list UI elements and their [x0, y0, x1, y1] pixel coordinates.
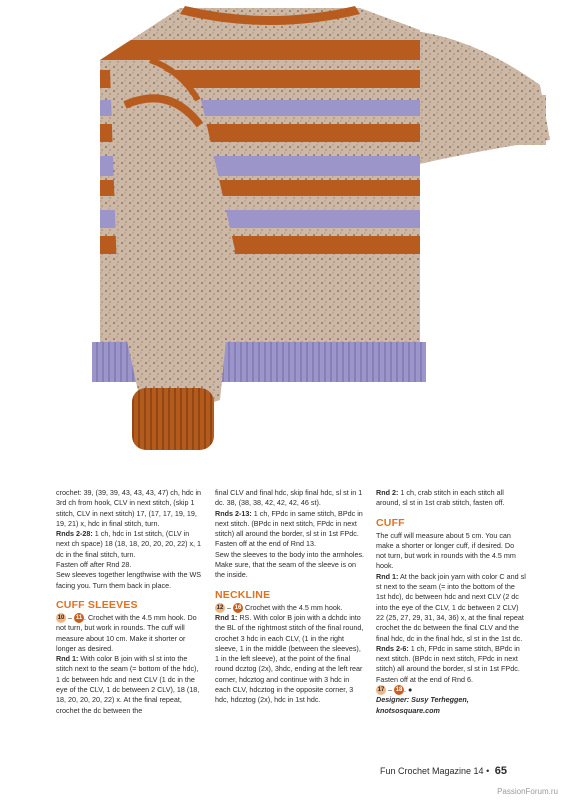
section-heading-cuff: CUFF: [376, 516, 405, 529]
section-heading-neckline: NECKLINE: [215, 588, 271, 601]
paragraph: [56, 529, 204, 560]
round-text: With color B join with sl st into the stitch next to the seam (= bottom of the hdc), 1 dc between hdc and next CLV (1 dc in the eye of the CLV, 1 dc between 2 CLV), 18 (18, 18, 20, 20, 20, 22) x. At the final repeat, crochet the dc between the: [56, 654, 200, 715]
paragraph: [376, 572, 526, 644]
round-text: At the back join yarn with color C and sl st next to the seam (= into the bottom of the 1st hdc), dc between hdc and next CLV (2 dc into the eye of the CLV, 1 dc between 2 CLV) 22 (25, 27, 29, 31, 34, 36) x, at the final repeat crochet the dc between the final CLV and the final hdc, dc in the final hdc, sl st in the 1st dc.: [376, 571, 526, 643]
round-text: 1 ch, FPdc in same stitch, BPdc in next stitch. (BPdc in next stitch, FPdc in next stitch) all around the border, sl st in 1st FPdc. Fasten off at the end of Rnd 13.: [215, 508, 363, 549]
step-badge: 11: [75, 615, 83, 622]
paragraph: crochet: 39, (39, 39, 43, 43, 43, 47) ch, hdc in 3rd ch from hook, CLV in next stitch, (skip 1 stitch, CLV in next stitch) 17, (17, 17, 19, 19, 19, 21) x, hdc in final stitch, turn.: [56, 488, 202, 528]
round-label: Rnds 2-6:: [376, 643, 409, 653]
paragraph: Sew the sleeves to the body into the armholes. Make sure, that the seam of the sleeve is on the inside.: [215, 549, 365, 580]
paragraph: [215, 613, 365, 706]
paragraph: final CLV and final hdc, skip final hdc, sl st in 1 dc. 38, (38, 38, 42, 42, 42, 46 st).: [215, 488, 363, 508]
step-badge: 17: [377, 687, 385, 694]
column-1: [56, 488, 204, 716]
paragraph: 10 – 11 . Crochet with the 4.5 mm hook. Do not turn, but work in rounds. The cuff will measure about 10 cm. Make it shorter or longer as desired.: [56, 612, 197, 653]
magazine-name: Fun Crochet Magazine 14: [380, 766, 484, 776]
paragraph: Fasten off after Rnd 28.: [56, 560, 132, 570]
column-3: [376, 488, 526, 716]
end-mark: ●: [408, 685, 413, 695]
step-badge: 16: [234, 604, 242, 611]
paragraph: [376, 488, 526, 509]
round-text: 1 ch, hdc in 1st stitch, (CLV in next ch space) 18 (18, 18, 20, 20, 20, 22) x, 1 dc in the final stitch, turn.: [56, 529, 202, 559]
page-footer: [380, 765, 540, 777]
step-badge: 18: [395, 687, 403, 694]
round-label: Rnd 2:: [376, 488, 399, 497]
paragraph: [376, 644, 526, 685]
round-text: RS. With color B join with a dchdc into the BL of the rightmost stitch of the final round, crochet 3 hdc in each CLV, (1 in the right sleeve, 1 in the middle (between the sleeves), 1 in the left sleeve), at the point of the final round dcztog (2x), 3hdc, ending at the left rear corner, hdcztog and continue with 3 hdc in each CLV, hdcztog in the opposite corner, 3 hdc, hdcztog (2x), hdc in 1st hdc.: [215, 612, 364, 705]
instruction-text: Crochet with the 4.5 mm hook.: [243, 602, 343, 612]
designer-credit: Designer: Susy Terheggen, knotsosquare.com: [376, 695, 469, 715]
round-label: Rnd 1:: [376, 571, 399, 581]
column-2: [215, 488, 365, 706]
instruction-text: . Crochet with the 4.5 mm hook. Do not turn, but work in rounds. The cuff will measure about 10 cm. Make it shorter or longer as desired.: [56, 612, 197, 653]
paragraph: The cuff will measure about 5 cm. You can make a shorter or longer cuff, if desired. Do not turn, but work in rounds with the 4.5 mm hook.: [376, 530, 516, 571]
round-text: 1 ch, FPdc in same stitch, BPdc in next stitch. (BPdc in next stitch, FPdc in next stitch) all around the border, sl st in 1st FPdc. Fasten off at the end of Rnd 6.: [376, 643, 520, 684]
section-heading-cuff-sleeves: CUFF SLEEVES: [56, 598, 138, 611]
page-number: 65: [494, 765, 507, 777]
round-label: Rnd 1:: [215, 612, 238, 622]
step-badge: 10: [57, 615, 65, 622]
step-badge: 12: [216, 604, 224, 611]
paragraph: 17 – 18 . ●: [377, 685, 413, 695]
footer-bullet: •: [486, 766, 490, 776]
paragraph: [215, 509, 365, 550]
round-label: Rnd 1:: [56, 654, 79, 664]
paragraph: 12 – 16 Crochet with the 4.5 mm hook.: [216, 602, 343, 612]
paragraph: [56, 654, 204, 716]
paragraph: Sew sleeves together lengthwise with the WS facing you. Turn them back in place.: [56, 570, 202, 590]
round-text: 1 ch, crab stitch in each stitch all around, sl st in 1st crab stitch, fasten off.: [376, 488, 505, 508]
round-label: Rnds 2-28:: [56, 529, 93, 539]
watermark: PassionForum.ru: [497, 787, 558, 796]
round-label: Rnds 2-13:: [215, 508, 252, 518]
